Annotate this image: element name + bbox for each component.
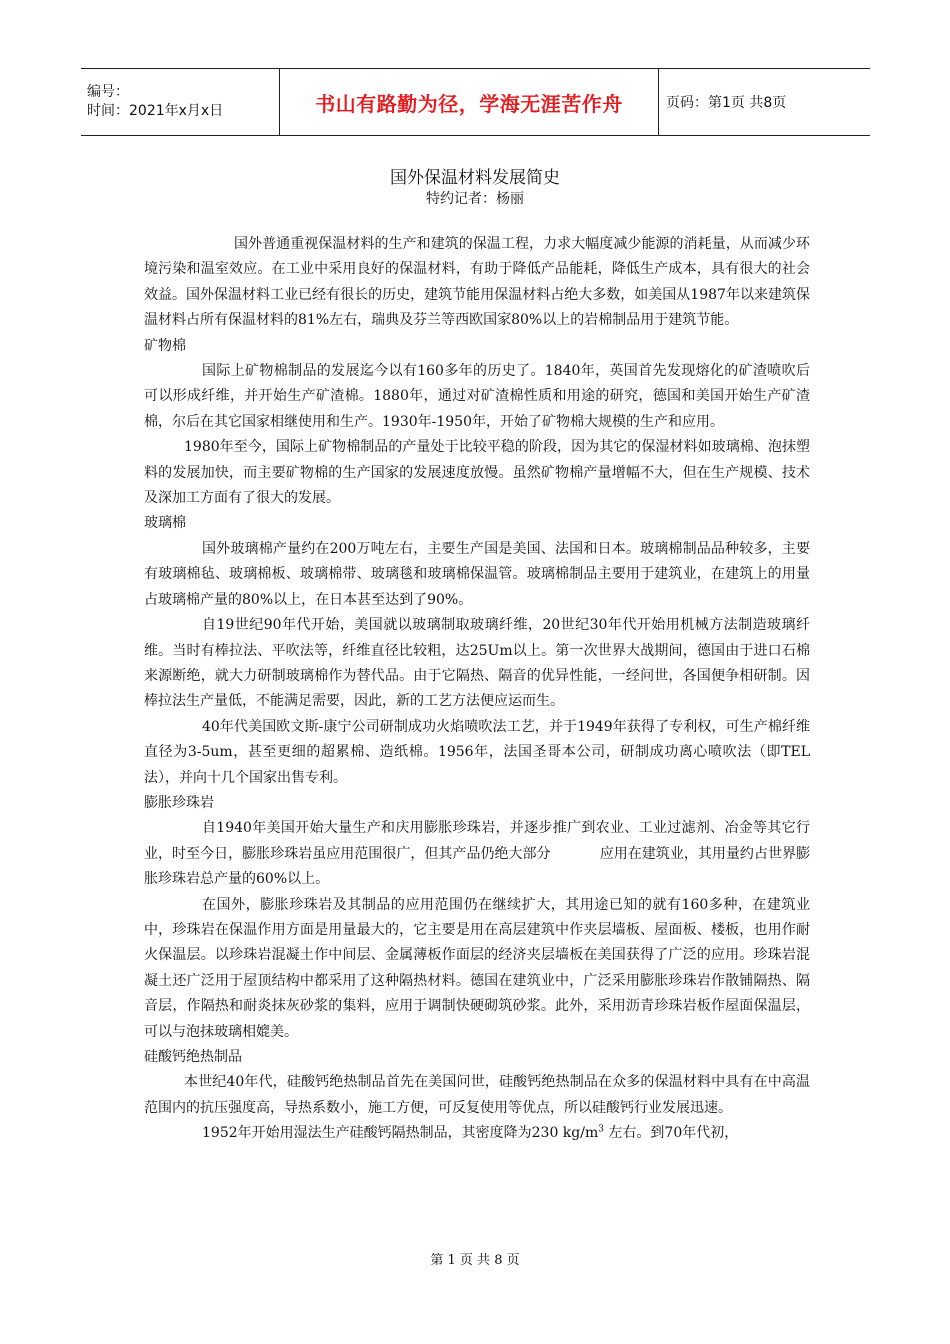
calcium-silicate-text-b: 左右。到70年代初， [603, 1125, 739, 1142]
glass-wool-paragraph-2: 自19世纪90年代开始，美国就以玻璃制取玻璃纤维，20世纪30年代开始用机械方法制造玻璃纤维。当时有棒拉法、平吹法等，纤维直径比较粗，达25Um以上。第一次世界大战期间，德国由于进口石棉来源断绝，就大力研制玻璃棉作为替代品。由于它隔热、隔音的优异性能，一经问世，各国便争相研制。因棒拉法生产量低，不能满足需要，因此，新的工艺方法便应运而生。 [144, 617, 810, 710]
calcium-silicate-paragraph-2 [144, 1121, 810, 1146]
page-footer: 第 1 页 共 8 页 [430, 1253, 520, 1268]
section-heading-glass-wool: 玻璃棉 [144, 515, 186, 532]
calcium-silicate-paragraph-1: 本世纪40年代，硅酸钙绝热制品首先在美国问世，硅酸钙绝热制品在众多的保温材料中具有在中高温范围内的抗压强度高，导热系数小，施工方便，可反复使用等优点，所以硅酸钙行业发展迅速。 [144, 1074, 810, 1116]
article-title: 国外保温材料发展简史 [390, 168, 560, 188]
document-header [81, 68, 870, 136]
glass-wool-paragraph-3: 40年代美国欧文斯-康宁公司研制成功火焰喷吹法工艺，并于1949年获得了专利权，可生产棉纤维直径为3-5um，甚至更细的超累棉、造纸棉。1956年，法国圣哥本公司，研制成功离心喷吹法（即TEL法），并向十几个国家出售专利。 [144, 718, 810, 786]
mineral-wool-paragraph-1: 国际上矿物棉制品的发展迄今以有160多年的历史了。1840年，英国首先发现熔化的矿渣喷吹后可以形成纤维，并开始生产矿渣棉。1880年，通过对矿渣棉性质和用途的研究，德国和美国开始生产矿渣棉，尔后在其它国家相继使用和生产。1930年-1950年，开始了矿物棉大规模的生产和应用。 [144, 363, 810, 430]
header-motto: 书山有路勤为径，学海无涯苦作舟 [280, 69, 659, 135]
calcium-silicate-text-a: 1952年开始用湿法生产硅酸钙隔热制品，其密度降为230 kg/m [202, 1125, 599, 1142]
section-heading-mineral-wool: 矿物棉 [144, 337, 186, 354]
article-byline: 特约记者：杨丽 [426, 191, 524, 207]
header-page-indicator: 页码：第1页 共8页 [666, 95, 787, 111]
document-date-label: 时间：2021年x月x日 [87, 103, 224, 119]
header-info-cell [81, 69, 280, 135]
section-heading-expanded-perlite: 膨胀珍珠岩 [144, 794, 214, 811]
mineral-wool-paragraph-2: 1980年至今，国际上矿物棉制品的产量处于比较平稳的阶段，因为其它的保湿材料如玻璃棉、泡抹塑料的发展加快，而主要矿物棉的生产国家的发展速度放慢。虽然矿物棉产量增幅不大，但在生产规模、技术及深加工方面有了很大的发展。 [144, 439, 810, 507]
intro-paragraph: 国外普通重视保温材料的生产和建筑的保温工程，力求大幅度减少能源的消耗量，从而减少环境污染和温室效应。在工业中采用良好的保温材料，有助于降低产品能耗，降低生产成本，具有很大的社会效益。国外保温材料工业已经有很长的历史，建筑节能用保温材料占绝大多数，如美国从1987年以来建筑保温材料占所有保温材料的81%左右，瑞典及芬兰等西欧国家80%以上的岩棉制品用于建筑节能。 [144, 236, 810, 329]
perlite-paragraph-2: 在国外，膨胀珍珠岩及其制品的应用范围仍在继续扩大，其用途已知的就有160多种，在建筑业中，珍珠岩在保温作用方面是用量最大的，它主要是用在高层建筑中作夹层墙板、屋面板、楼板，也用作耐火保温层。以珍珠岩混凝土作中间层、金属薄板作面层的经济夹层墙板在美国获得了广泛的应用。珍珠岩混凝土还广泛用于屋顶结构中都采用了这种隔热材料。德国在建筑业中，广泛采用膨胀珍珠岩作散铺隔热、隔音层，作隔热和耐炎抹灰砂浆的集料，应用于调制快硬砌筑砂浆。此外，采用沥青珍珠岩板作屋面保温层，可以与泡抹玻璃相媲美。 [144, 896, 810, 1040]
section-heading-calcium-silicate: 硅酸钙绝热制品 [144, 1049, 242, 1065]
article-body [144, 232, 810, 1147]
document-number-label: 编号： [87, 84, 129, 100]
cubic-superscript: 3 [598, 1124, 604, 1135]
glass-wool-paragraph-1: 国外玻璃棉产量约在200万吨左右，主要生产国是美国、法国和日本。玻璃棉制品品种较多，主要有玻璃棉毡、玻璃棉板、玻璃棉带、玻璃毯和玻璃棉保温管。玻璃棉制品主要用于建筑业，在建筑上的用量占玻璃棉产量的80%以上，在日本甚至达到了90%。 [144, 540, 810, 608]
perlite-paragraph-1: 自1940年美国开始大量生产和庆用膨胀珍珠岩，并逐步推广到农业、工业过滤剂、冶金等其它行业，时至今日，膨胀珍珠岩虽应用范围很广，但其产品仍绝大部分 应用在建筑业，其用量约占世界膨胀珍珠岩总产量的60%以上。 [144, 820, 810, 888]
